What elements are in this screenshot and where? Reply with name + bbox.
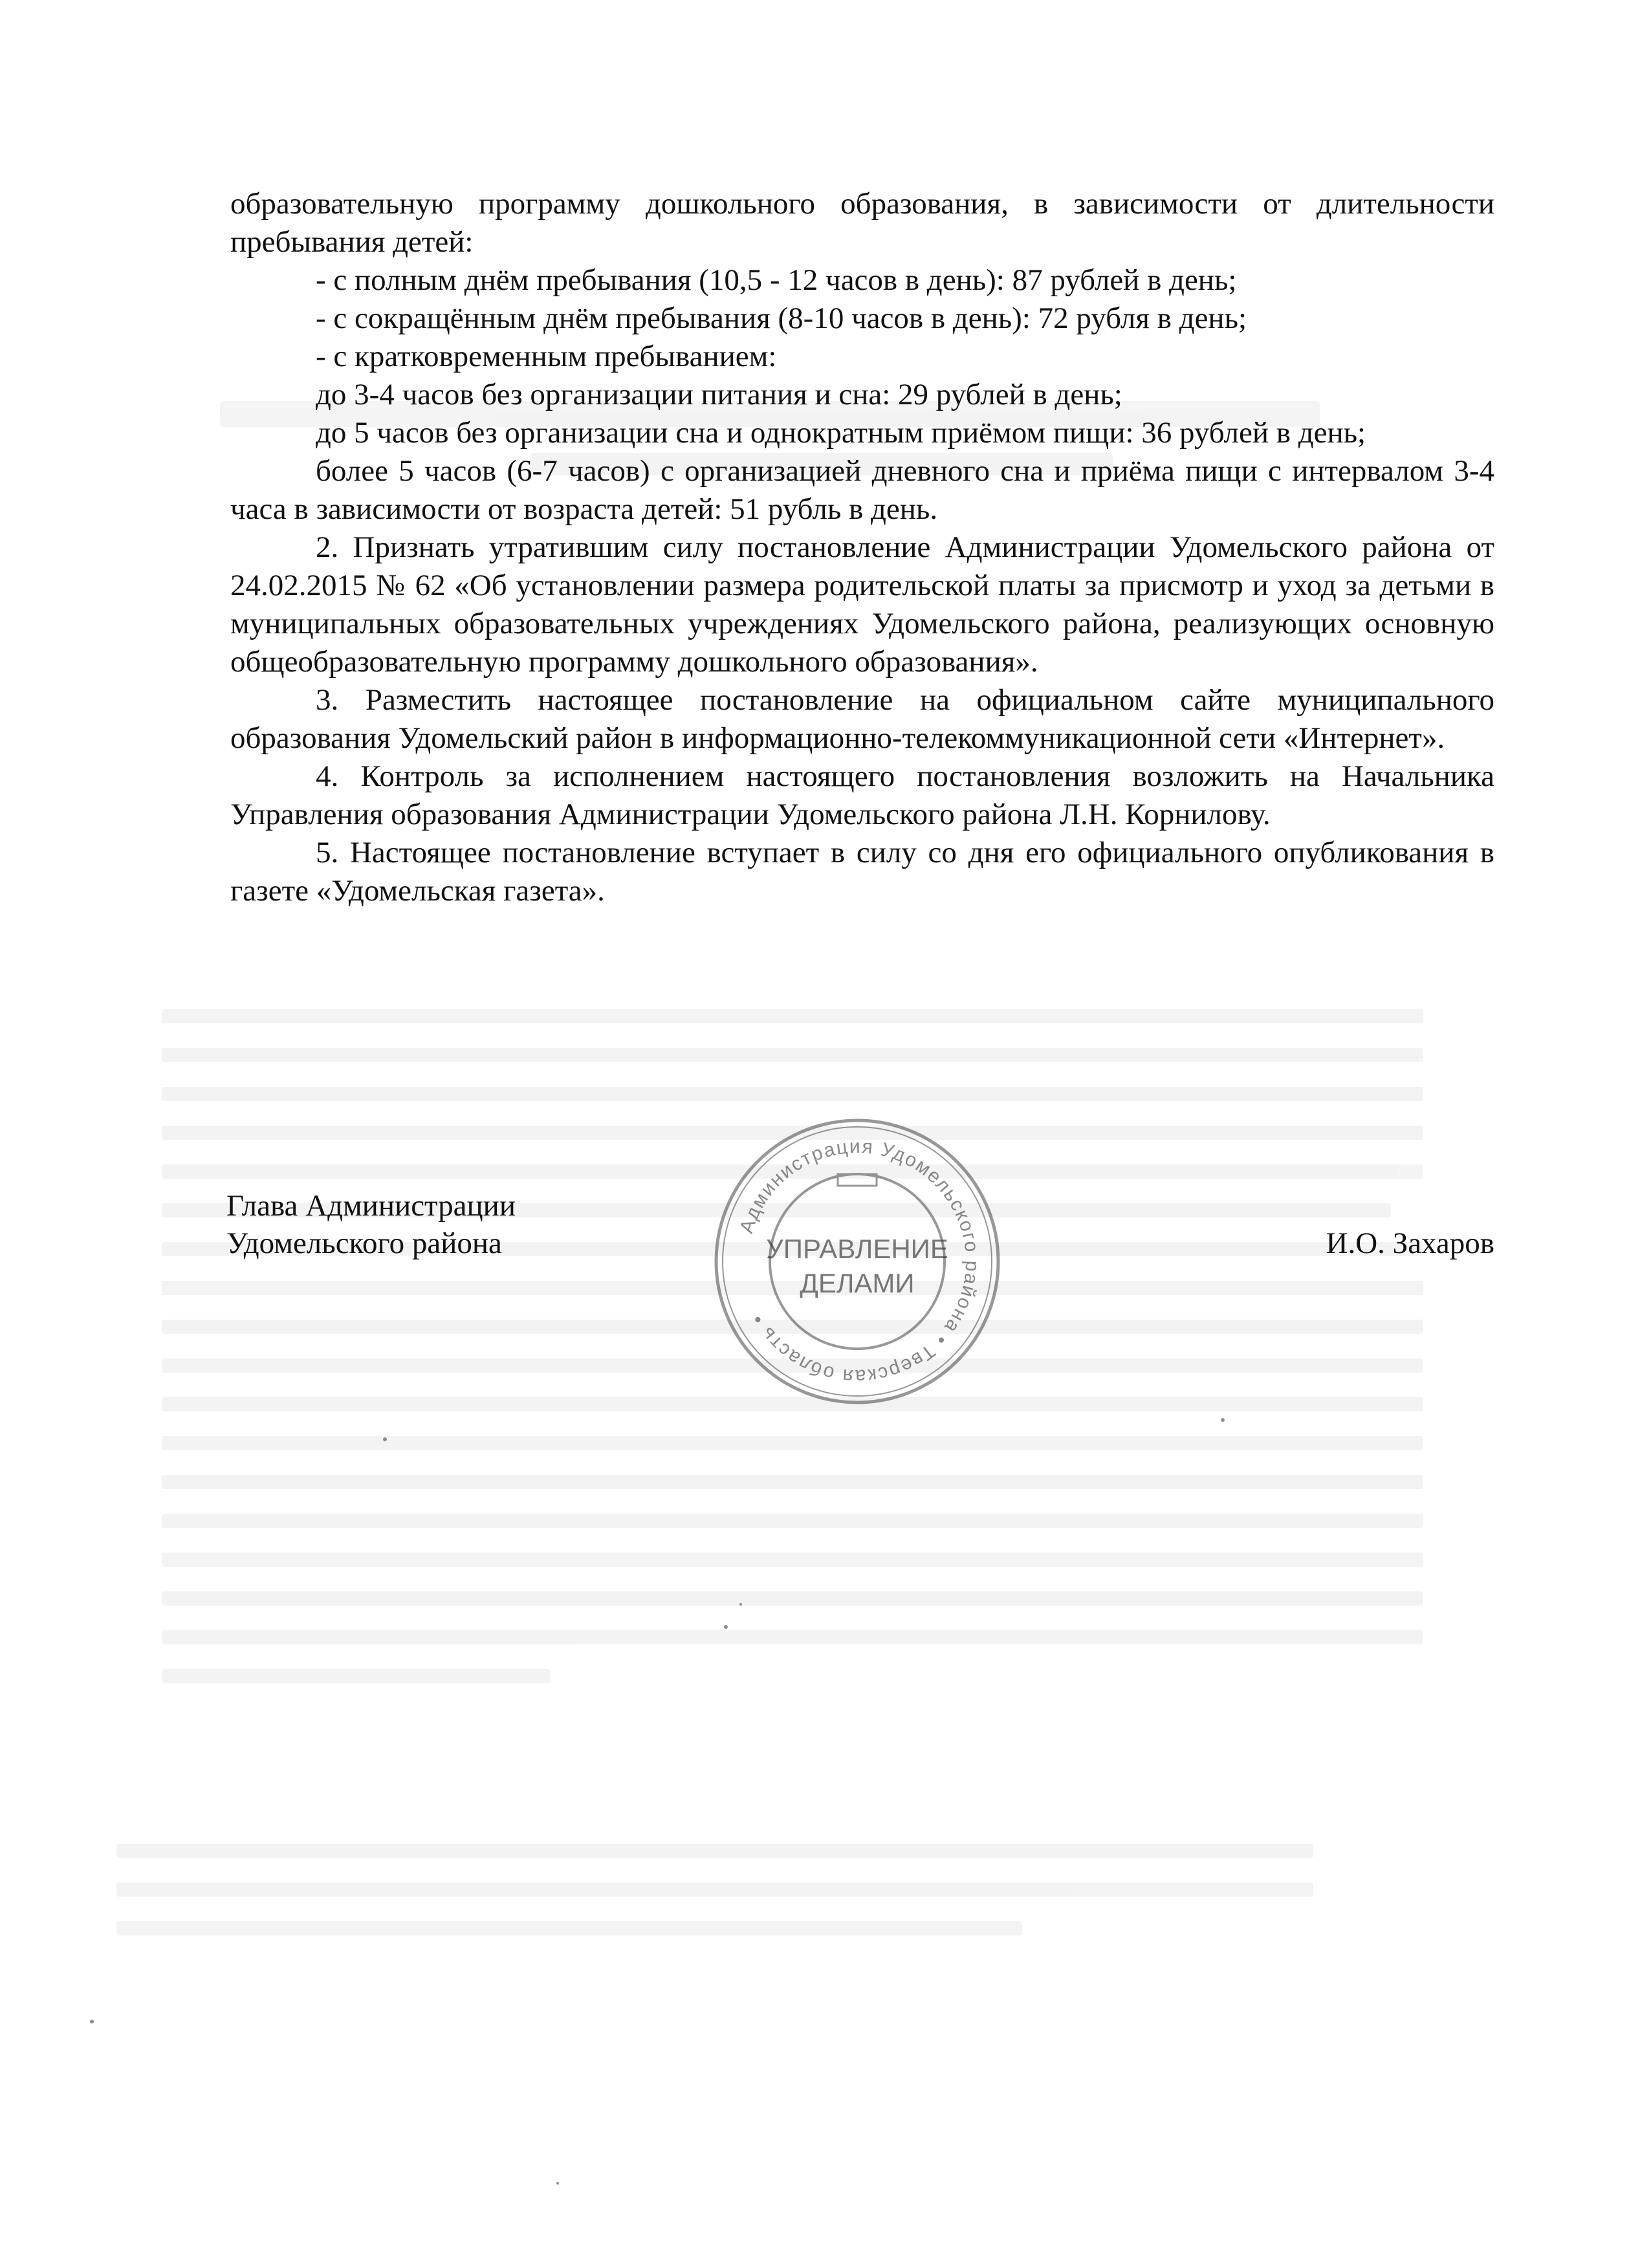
paragraph-item-2: 2. Признать утратившим силу постановление Администрации Удомельского района от 24.02.2015 № 62 «Об установлении размера родительской платы за присмотр и уход за детьми в муниципальных образовательных учреждениях Удомельского района, реализующих основную общеобразовательную программу дошкольного образования».: [230, 530, 1494, 679]
signatory-name: И.О. Захаров: [1326, 1227, 1494, 1260]
list-item-full-day: - с полным днём пребывания (10,5 - 12 часов в день): 87 рублей в день;: [316, 263, 1237, 297]
list-item-reduced-day: - с сокращённым днём пребывания (8-10 часов в день): 72 рубля в день;: [316, 301, 1247, 335]
list-item-5-hours: до 5 часов без организации сна и однократным приёмом пищи: 36 рублей в день;: [316, 416, 1366, 450]
list-item-over-5-hours: более 5 часов (6-7 часов) с организацией дневного сна и приёма пищи с интервалом 3-4 часа в зависимости от возраста детей: 51 рубль в день.: [230, 454, 1494, 526]
official-stamp: [708, 1113, 1006, 1410]
signatory-title-line1: Глава Администрации: [226, 1189, 516, 1223]
list-item-short-stay: - с кратковременным пребыванием:: [316, 340, 777, 373]
stamp-ring-text: Администрация Удомельского района • Тверская область •: [736, 1135, 983, 1388]
paragraph-intro: образовательную программу дошкольного образования, в зависимости от длительности пребывания детей:: [230, 187, 1494, 259]
document-body: [230, 185, 1494, 910]
stamp-center-line1: УПРАВЛЕНИЕ: [766, 1234, 948, 1264]
signatory-title-line2: Удомельского района: [226, 1227, 502, 1260]
paragraph-item-4: 4. Контроль за исполнением настоящего постановления возложить на Начальника Управления образования Администрации Удомельского района Л.Н. Корнилову.: [230, 759, 1494, 831]
paragraph-item-3: 3. Разместить настоящее постановление на официальном сайте муниципального образования Удомельский район в информационно-телекоммуникационной сети «Интернет».: [230, 683, 1494, 755]
stamp-center-line2: ДЕЛАМИ: [800, 1268, 915, 1298]
list-item-3-4-hours: до 3-4 часов без организации питания и сна: 29 рублей в день;: [316, 378, 1122, 411]
paragraph-item-5: 5. Настоящее постановление вступает в силу со дня его официального опубликования в газете «Удомельская газета».: [230, 836, 1494, 908]
